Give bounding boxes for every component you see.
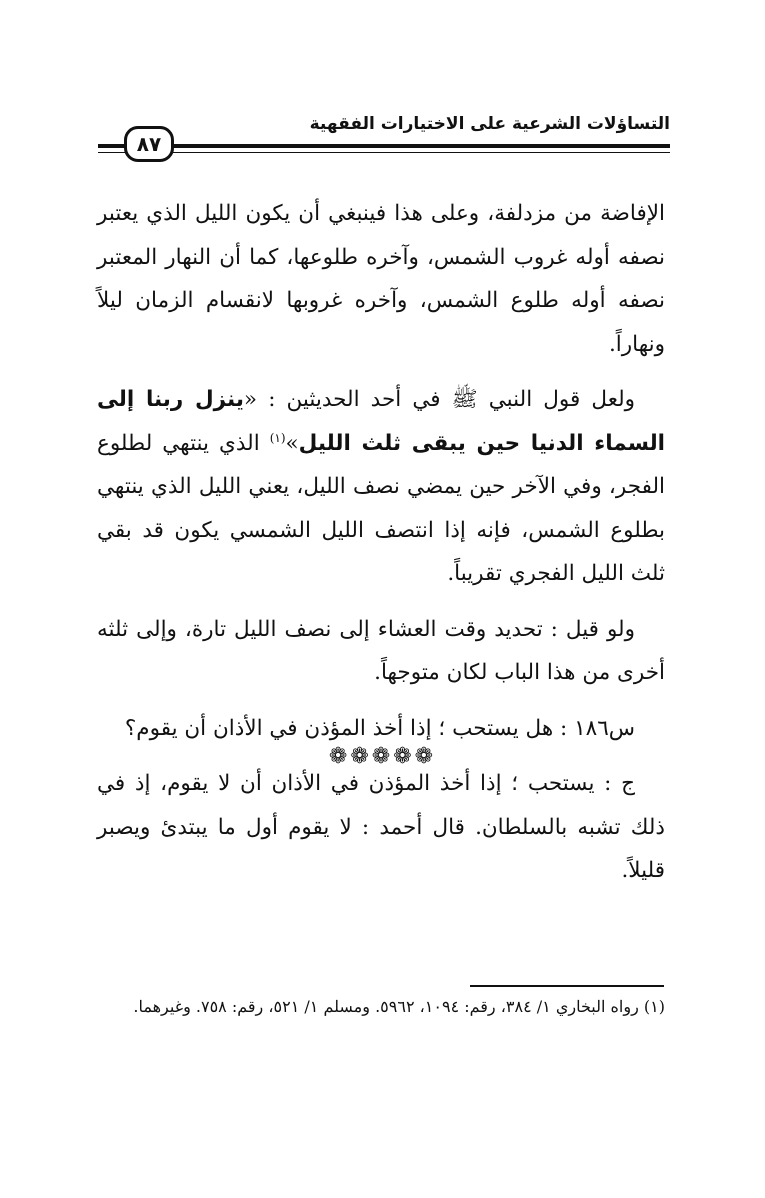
header-rule-thin [98, 152, 670, 153]
question-186: س١٨٦ : هل يستحب ؛ إذا أخذ المؤذن في الأذان أن يقوم؟ [124, 715, 635, 741]
running-title: التساؤلات الشرعية على الاختيارات الفقهية [309, 114, 670, 134]
paragraph-1: الإفاضة من مزدلفة، وعلى هذا فينبغي أن يكون الليل الذي يعتبر نصفه أوله غروب الشمس، وآخره طلوعها، كما أن النهار المعتبر نصفه أوله طلوع الشمس، وآخره غروبها لانقسام الزمان ليلاً ونهاراً. [97, 201, 665, 357]
answer-186: ج : يستحب ؛ إذا أخذ المؤذن في الأذان أن لا يقوم، إذ في ذلك تشبه بالسلطان. قال أحمد : لا يقوم أول ما يبتدئ ويصبر قليلاً. [97, 771, 665, 883]
paragraph-2-intro: ولعل قول النبي ﷺ في أحد الحديثين : « [243, 387, 636, 412]
paragraph-2 [97, 378, 665, 596]
body-text [97, 192, 665, 905]
paragraph-2-rest: الذي ينتهي لطلوع الفجر، وفي الآخر حين يمضي نصف الليل، يعني الليل الذي ينتهي بطلوع الشمس، فإنه إذا انتصف الليل الشمسي يكون قد بقي ثلث الليل الفجري تقريباً. [97, 430, 665, 586]
header-rule-thick [98, 144, 670, 148]
footnote-divider [470, 985, 664, 987]
section-ornament: ❁❁❁❁❁ [328, 744, 437, 769]
paragraph-3: ولو قيل : تحديد وقت العشاء إلى نصف الليل تارة، وإلى ثلثه أخرى من هذا الباب لكان متوجهاً. [97, 616, 665, 685]
footnote-ref: (١) [269, 430, 286, 445]
page-header [98, 108, 670, 164]
footnote: (١) رواه البخاري ١/ ٣٨٤، رقم: ١٠٩٤، ٥٩٦٢. ومسلم ١/ ٥٢١، رقم: ٧٥٨. وغيرهما. [133, 997, 665, 1016]
quote-close: » [285, 430, 299, 456]
hadith-text: ينزل ربنا إلى السماء الدنيا حين يبقى ثلث الليل [97, 387, 666, 456]
page-number: ٨٧ [124, 126, 174, 162]
